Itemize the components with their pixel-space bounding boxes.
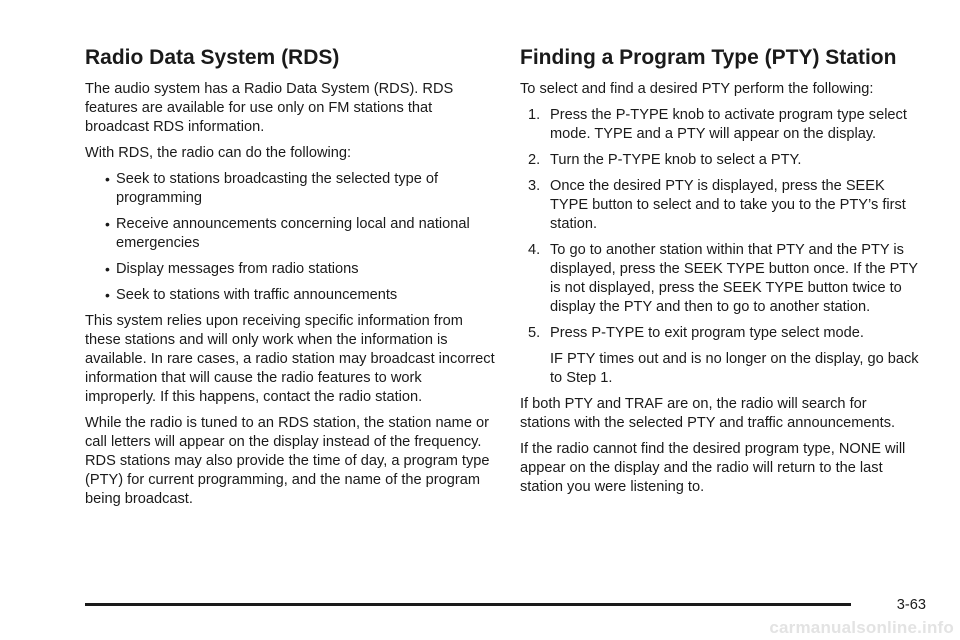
step-text: Press the P-TYPE knob to activate program type select mode. TYPE and a PTY will appear on the display.	[550, 107, 907, 142]
pty-timeout-note: IF PTY times out and is no longer on the display, go back to Step 1.	[550, 351, 919, 386]
page-number: 3-63	[896, 597, 926, 613]
step-text: Turn the P-TYPE knob to select a PTY.	[550, 152, 802, 168]
step-text: To go to another station within that PTY and the PTY is displayed, press the SEEK TYPE button once. If the PTY is not displayed, press the SEEK TYPE button twice to display the PTY and then to go to another station.	[550, 242, 918, 315]
bullet-icon: •	[105, 171, 110, 187]
left-column	[85, 44, 495, 516]
list-item	[520, 106, 920, 144]
rds-reliance-paragraph: This system relies upon receiving specific information from these stations and will only work when the information is available. In rare cases, a radio station may broadcast incorrect information that will cause the radio features to work improperly. If this happens, contact the radio station.	[85, 313, 495, 405]
list-item-text: Seek to stations broadcasting the selected type of programming	[116, 171, 439, 206]
rds-feature-list	[85, 170, 495, 305]
rds-list-intro: With RDS, the radio can do the following:	[85, 145, 352, 161]
list-item	[520, 151, 920, 170]
watermark: carmanualsonline.info	[769, 618, 954, 637]
list-item	[85, 215, 495, 253]
rds-heading: Radio Data System (RDS)	[85, 46, 340, 69]
step-text: Press P-TYPE to exit program type select mode.	[550, 325, 864, 341]
list-item	[85, 260, 495, 279]
list-item	[520, 177, 920, 234]
step-number: 3.	[528, 178, 541, 194]
list-item	[85, 170, 495, 208]
list-item-text: Display messages from radio stations	[116, 261, 359, 277]
right-column	[520, 44, 920, 504]
step-number: 2.	[528, 152, 541, 168]
pty-traf-paragraph: If both PTY and TRAF are on, the radio will search for stations with the selected PTY and traffic announcements.	[520, 396, 896, 431]
step-number: 4.	[528, 242, 541, 258]
bullet-icon: •	[105, 287, 110, 303]
list-item-text: Receive announcements concerning local and national emergencies	[116, 216, 470, 251]
bullet-icon: •	[105, 216, 110, 232]
pty-none-paragraph: If the radio cannot find the desired program type, NONE will appear on the display and the radio will return to the last station you were listening to.	[520, 441, 906, 495]
step-number: 5.	[528, 325, 541, 341]
step-number: 1.	[528, 107, 541, 123]
footer-rule	[85, 603, 851, 606]
rds-display-paragraph: While the radio is tuned to an RDS station, the station name or call letters will appear on the display instead of the frequency. RDS stations may also provide the time of day, a program type (PTY) for current programming, and the name of the program being broadcast.	[85, 415, 490, 507]
list-item	[520, 241, 920, 317]
step-text: Once the desired PTY is displayed, press the SEEK TYPE button to select and to take you to the PTY’s first station.	[550, 178, 906, 232]
pty-intro: To select and find a desired PTY perform the following:	[520, 81, 874, 97]
pty-steps-list	[520, 106, 920, 343]
list-item	[520, 324, 920, 343]
list-item	[85, 286, 495, 305]
bullet-icon: •	[105, 261, 110, 277]
rds-intro: The audio system has a Radio Data System (RDS). RDS features are available for use only on FM stations that broadcast RDS information.	[85, 81, 454, 135]
pty-heading: Finding a Program Type (PTY) Station	[520, 46, 897, 69]
list-item-text: Seek to stations with traffic announcements	[116, 287, 398, 303]
